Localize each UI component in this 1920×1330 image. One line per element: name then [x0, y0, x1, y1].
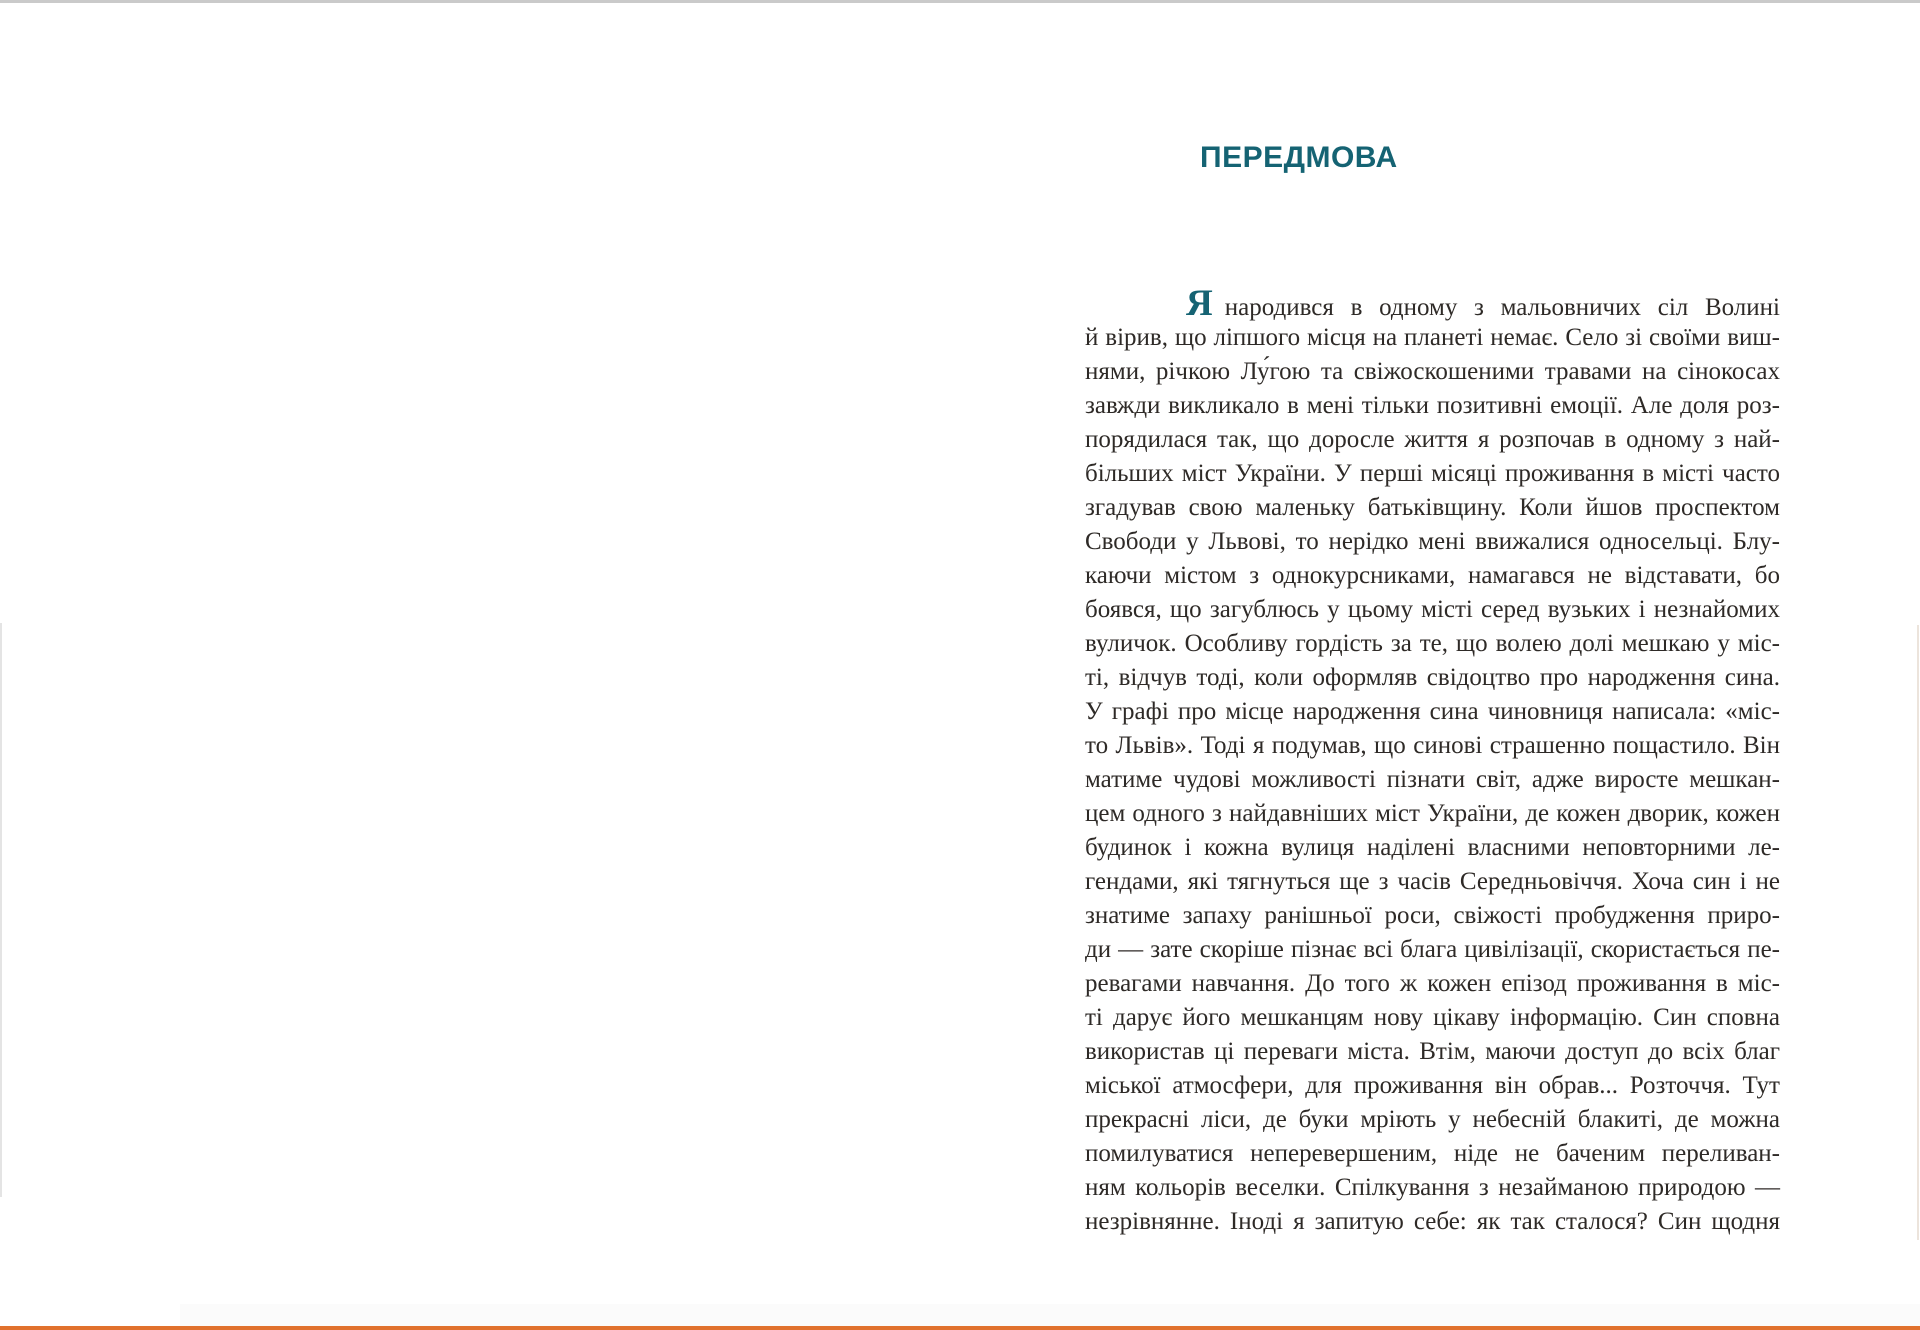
body-line: гендами, які тягнуться ще з часів Середньовіччя. Хоча син і не	[1085, 868, 1780, 895]
body-line: використав ці переваги міста. Втім, маючи доступ до всіх благ	[1085, 1038, 1780, 1065]
body-line: ті, відчув тоді, коли оформляв свідоцтво про народження сина.	[1085, 664, 1780, 691]
body-line: прекрасні ліси, де буки мріють у небесній блакиті, де можна	[1085, 1106, 1780, 1133]
body-line: вуличок. Особливу гордість за те, що волею долі мешкаю у міс-	[1085, 630, 1780, 657]
body-line: порядилася так, що доросле життя я розпочав в одному з най-	[1085, 426, 1780, 453]
body-line: У графі про місце народження сина чиновниця написала: «міс-	[1085, 698, 1780, 725]
body-line: Я народився в одному з мальовничих сіл Волині	[1186, 283, 1780, 324]
body-line: каючи містом з однокурсниками, намагався не відставати, бо	[1085, 562, 1780, 589]
body-line: ті дарує його мешканцям нову цікаву інформацію. Син сповна	[1085, 1004, 1780, 1031]
body-line: завжди викликало в мені тільки позитивні емоції. Але доля роз-	[1085, 392, 1780, 419]
body-line: знатиме запаху ранішньої роси, свіжості пробудження приро-	[1085, 902, 1780, 929]
body-line: згадував свою маленьку батьківщину. Коли йшов проспектом	[1085, 494, 1780, 521]
body-line: ням кольорів веселки. Спілкування з незайманою природою —	[1085, 1174, 1780, 1201]
page-bottom-shadow	[180, 1304, 1920, 1326]
drop-cap-initial: Я	[1186, 283, 1213, 324]
body-line: міської атмосфери, для проживання він обрав... Розточчя. Тут	[1085, 1072, 1780, 1099]
body-line: боявся, що загублюсь у цьому місті серед вузьких і незнайомих	[1085, 596, 1780, 623]
body-line: цем одного з найдавніших міст України, де кожен дворик, кожен	[1085, 800, 1780, 827]
body-line: більших міст України. У перші місяці проживання в місті часто	[1085, 460, 1780, 487]
viewer-bottom-border	[0, 1326, 1920, 1330]
body-line: будинок і кожна вулиця наділені власними неповторними ле-	[1085, 834, 1780, 861]
body-line: нями, річкою Лу́гою та свіжоскошеними травами на сінокосах	[1085, 358, 1780, 385]
body-text	[1085, 283, 1780, 1239]
body-line: помилуватися неперевершеним, ніде не баченим переливан-	[1085, 1140, 1780, 1167]
body-line: матиме чудові можливості пізнати світ, адже виросте мешкан-	[1085, 766, 1780, 793]
body-line: то Львів». Тоді я подумав, що синові страшенно пощастило. Він	[1085, 732, 1780, 759]
body-line: й вірив, що ліпшого місця на планеті немає. Село зі своїми виш-	[1085, 324, 1780, 351]
chapter-title: ПЕРЕДМОВА	[1200, 141, 1398, 174]
body-line: Свободи у Львові, то нерідко мені ввижалися односельці. Блу-	[1085, 528, 1780, 555]
body-line: ревагами навчання. До того ж кожен епізод проживання в міс-	[1085, 970, 1780, 997]
body-line: незрівнянне. Іноді я запитую себе: як так сталося? Син щодня	[1085, 1208, 1780, 1235]
page-stack-edge-left	[0, 623, 2, 1197]
body-line: ди — зате скоріше пізнає всі блага цивілізації, скористається пе-	[1085, 936, 1780, 963]
viewer-top-border	[0, 0, 1920, 3]
page-stack-edge-right	[1917, 625, 1919, 1240]
